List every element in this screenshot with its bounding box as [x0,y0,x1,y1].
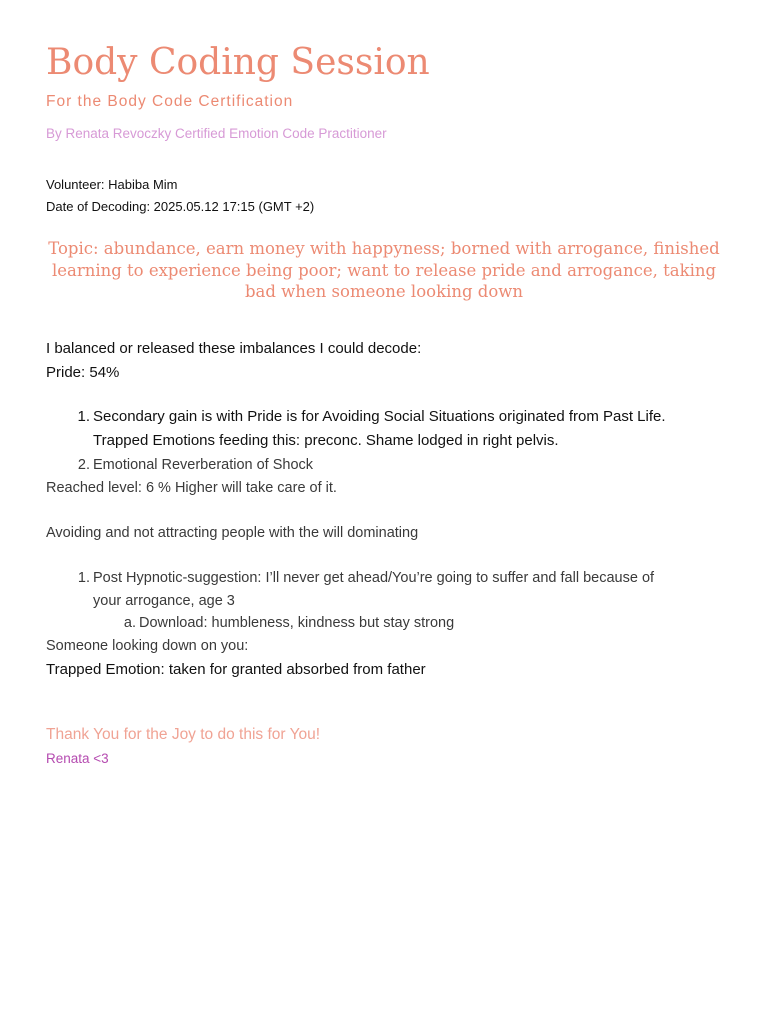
someone-looking-down-line: Someone looking down on you: [46,638,249,654]
signature: Renata <3 [46,751,109,766]
pride-level: Pride: 54% [46,364,120,381]
list-item-line: Trapped Emotions feeding this: preconc. Shame lodged in right pelvis. [93,432,559,449]
author-line: By Renata Revoczky Certified Emotion Code Practitioner [46,126,387,141]
trapped-emotion-line: Trapped Emotion: taken for granted absorbed from father [46,661,426,678]
sub-list-letter: a. [123,615,136,631]
thank-you-note: Thank You for the Joy to do this for You! [46,726,321,743]
list-item [68,457,748,479]
list-item-line: Emotional Reverberation of Shock [93,457,314,473]
reached-level-line: Reached level: 6 % Higher will take care of it. [46,480,337,496]
decoding-date-line: Date of Decoding: 2025.05.12 17:15 (GMT +2) [46,199,315,214]
list-item-line: Secondary gain is with Pride is for Avoiding Social Situations originated from Past Life. [93,408,666,425]
list-number: 2. [77,457,90,473]
list-item-line: your arrogance, age 3 [93,593,235,609]
sub-list-item [114,615,734,637]
list-number: 1. [77,570,90,586]
list-item-line: Post Hypnotic-suggestion: I’ll never get ahead/You’re going to suffer and fall because of [93,570,655,586]
list-number: 1. [77,408,90,425]
list-item [68,408,748,458]
avoiding-line: Avoiding and not attracting people with the will dominating [46,525,419,541]
session-topic: Topic: abundance, earn money with happyness; borned with arrogance, finished learning to experience being poor; want to release pride and arrogance, taking bad when someone looking down [48,239,720,301]
list-item [68,570,748,616]
document-title: Body Coding Session [46,42,430,83]
sub-list-text: Download: humbleness, kindness but stay strong [139,615,455,631]
volunteer-line: Volunteer: Habiba Mim [46,177,178,192]
intro-line: I balanced or released these imbalances I could decode: [46,340,422,357]
document-subtitle: For the Body Code Certification [46,93,294,110]
